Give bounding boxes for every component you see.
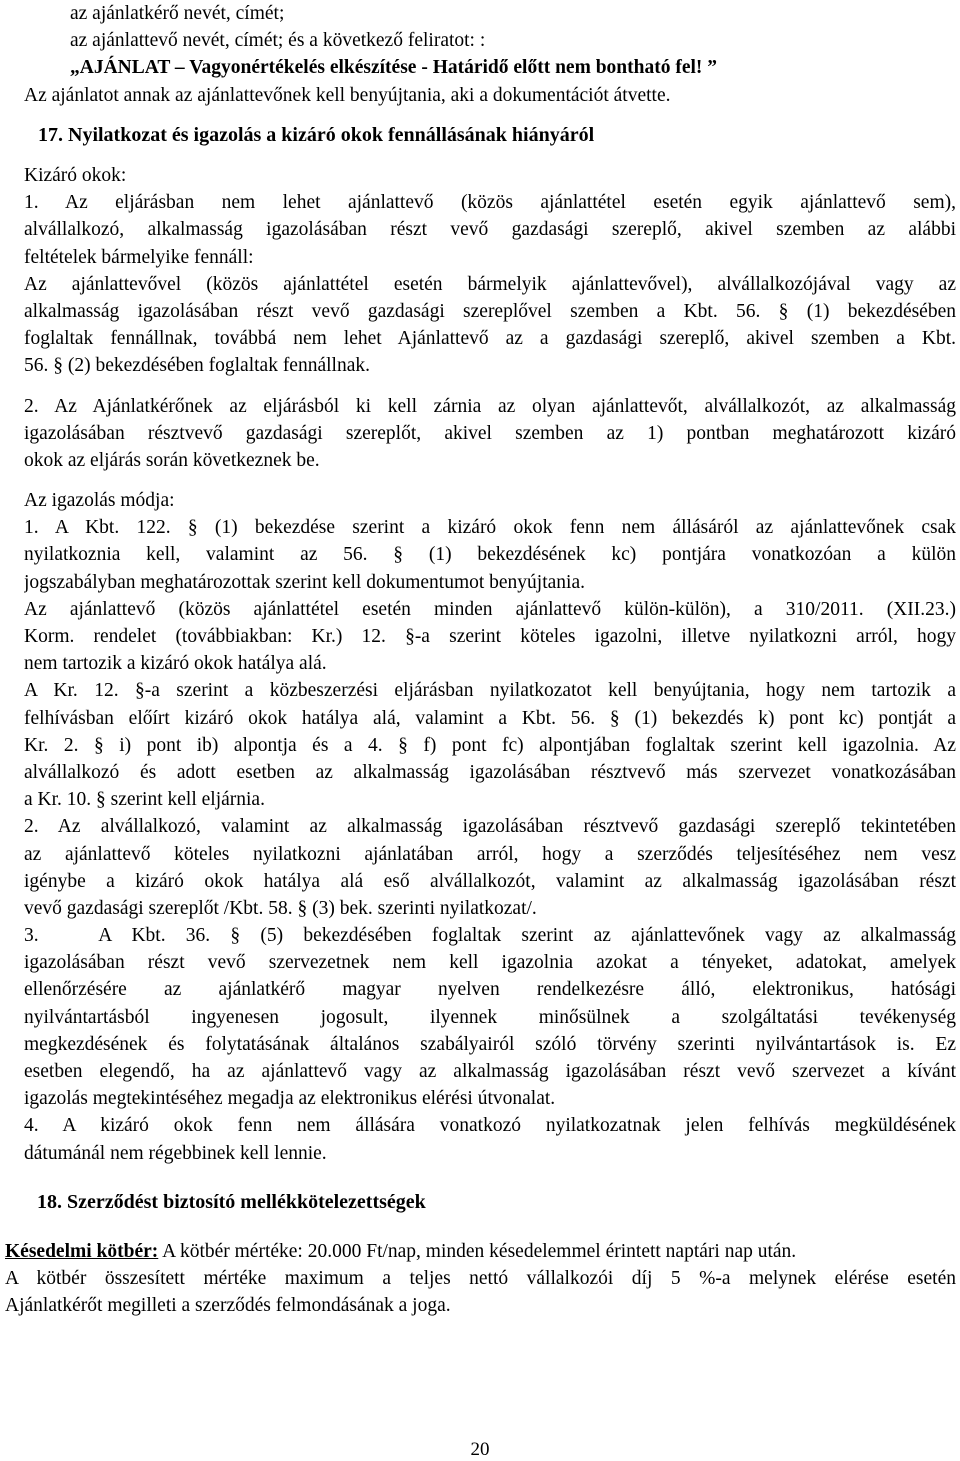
section-18-heading: 18. Szerződést biztosító mellékkötelezettségek [37, 1190, 426, 1213]
paragraph-line: 2. Az alvállalkozó, valamint az alkalmasság igazolásában résztvevő gazdasági szereplő tekintetében [24, 816, 956, 838]
paragraph-line: foglaltak fennállnak, továbbá nem lehet Ajánlattevő az a gazdasági szereplő, akivel szemben a Kbt. [24, 328, 956, 350]
address-line: az ajánlattevő nevét, címét; és a következő feliratot: : [70, 30, 486, 52]
kotber-label: Késedelmi kötbér: [5, 1241, 159, 1262]
paragraph-line: Az ajánlattevővel (közös ajánlattétel esetén bármelyik ajánlattevővel), alvállalkozójával vagy az [24, 273, 956, 295]
paragraph-line: Kr. 2. § i) pont ib) alpontja és a 4. § f) pont fc) alpontjában foglaltak szerint kell igazolnia. Az [24, 734, 956, 756]
kotber-text: A kötbér mértéke: 20.000 Ft/nap, minden késedelemmel érintett naptári nap után. [158, 1241, 797, 1262]
paragraph-line: vevő gazdasági szereplőt /Kbt. 58. § (3) bek. szerinti nyilatkozat/. [24, 897, 537, 919]
paragraph-line: 4. A kizáró okok fenn nem állására vonatkozó nyilatkozatnak jelen felhívás megküldésének [24, 1115, 956, 1137]
paragraph-line: 56. § (2) bekezdésében foglaltak fennállnak. [24, 355, 370, 377]
paragraph-line: esetben elegendő, ha az ajánlattevő vagy az alkalmasság igazolásában részt vevő szervezet a kívánt [24, 1061, 956, 1083]
paragraph-line: alvállalkozó és adott esetben az alkalmasság igazolásában résztvevő más szervezet vonatkozásában [24, 761, 956, 783]
paragraph-line: az ajánlattevő köteles nyilatkozni ajánlatában arról, hogy a szerződés teljesítéséhez nem vesz [24, 843, 956, 865]
paragraph-line: jogszabályban meghatározottak szerint kell dokumentumot benyújtania. [24, 571, 585, 593]
section-17-heading: 17. Nyilatkozat és igazolás a kizáró okok fennállásának hiányáról [38, 123, 595, 146]
envelope-label: „AJÁNLAT – Vagyonértékelés elkészítése - Határidő előtt nem bontható fel! ” [70, 57, 718, 79]
paragraph-line: nem tartozik a kizáró okok hatálya alá. [24, 653, 327, 675]
kizaro-okok-label: Kizáró okok: [24, 165, 127, 187]
paragraph-line: igazolásában részt vevő szervezetnek nem kell igazolnia azokat a tényeket, adatokat, amelyek [24, 952, 956, 974]
paragraph-line: alvállalkozó, alkalmasság igazolásában részt vevő gazdasági szereplő, akivel szemben az alábbi [24, 219, 956, 241]
paragraph-line: Az ajánlattevő (közös ajánlattétel esetén minden ajánlattevő külön-külön), a 310/2011. (XII.23.) [24, 598, 956, 620]
paragraph-line: Korm. rendelet (továbbiakban: Kr.) 12. §-a szerint köteles igazolni, illetve nyilatkozni arról, hogy [24, 626, 956, 648]
paragraph-line: a Kr. 10. § szerint kell eljárnia. [24, 789, 265, 811]
paragraph-line: A Kr. 12. §-a szerint a közbeszerzési eljárásban nyilatkozatot kell benyújtania, hogy nem tartozik a [24, 680, 956, 702]
kotber-line [5, 1238, 956, 1265]
paragraph-line: ellenőrzésére az ajánlatkérő magyar nyelven rendelkezésre álló, elektronikus, hatósági [24, 979, 956, 1001]
paragraph-line: 1. Az eljárásban nem lehet ajánlattevő (közös ajánlattétel esetén egyik ajánlattevő sem), [24, 192, 956, 214]
igazolas-modja-label: Az igazolás módja: [24, 490, 175, 512]
paragraph-line: alkalmasság igazolásában részt vevő gazdasági szereplővel szemben a Kbt. 56. § (1) bekezdésében [24, 300, 956, 322]
paragraph-line: 3. A Kbt. 36. § (5) bekezdésében foglaltak szerint az ajánlattevőnek vagy az alkalmasság [24, 925, 956, 947]
submission-note: Az ajánlatot annak az ajánlattevőnek kell benyújtania, aki a dokumentációt átvette. [24, 84, 671, 106]
address-line: az ajánlatkérő nevét, címét; [70, 3, 285, 24]
paragraph-line: 2. Az Ajánlatkérőnek az eljárásból ki kell zárnia az olyan ajánlattevőt, alvállalkozót, az alkalmasság [24, 395, 956, 417]
paragraph-line: igazolásában résztvevő gazdasági szereplőt, akivel szemben az 1) pontban meghatározott kizáró [24, 422, 956, 444]
document-page [5, 0, 956, 1320]
paragraph-line: nyilatkoznia kell, valamint az 56. § (1) bekezdésének kc) pontjára vonatkozóan a külön [24, 544, 956, 566]
paragraph-line: nyilvántartásból ingyenesen jogosult, ilyennek minősülnek a szolgáltatási tevékenység [24, 1006, 956, 1028]
paragraph-line: igazolás megtekintéséhez megadja az elektronikus elérési útvonalat. [24, 1088, 556, 1110]
paragraph-line: okok az eljárás során következnek be. [24, 449, 320, 471]
paragraph-line: 1. A Kbt. 122. § (1) bekezdése szerint a kizáró okok fenn nem állásáról az ajánlattevőnek csak [24, 517, 956, 539]
paragraph-line: igénybe a kizáró okok hatálya alá eső alvállalkozót, valamint az alkalmasság igazolásában részt [24, 870, 956, 892]
paragraph-line: megkezdésének és folytatásának általános szabályairól szóló törvény szerinti nyilvántartások is. Ez [24, 1033, 956, 1055]
paragraph-line: dátumánál nem régebbinek kell lennie. [24, 1142, 327, 1164]
paragraph-line: feltételek bármelyike fennáll: [24, 246, 254, 268]
paragraph-line: Ajánlatkérőt megilleti a szerződés felmondásának a joga. [5, 1295, 451, 1317]
paragraph-line: A kötbér összesített mértéke maximum a teljes nettó vállalkozói díj 5 %-a melynek elérése esetén [5, 1268, 956, 1290]
paragraph-line: felhívásban előírt kizáró okok hatálya alá, valamint a Kbt. 56. § (1) bekezdés k) pont kc) pontját a [24, 707, 956, 729]
page-number: 20 [470, 1439, 490, 1460]
